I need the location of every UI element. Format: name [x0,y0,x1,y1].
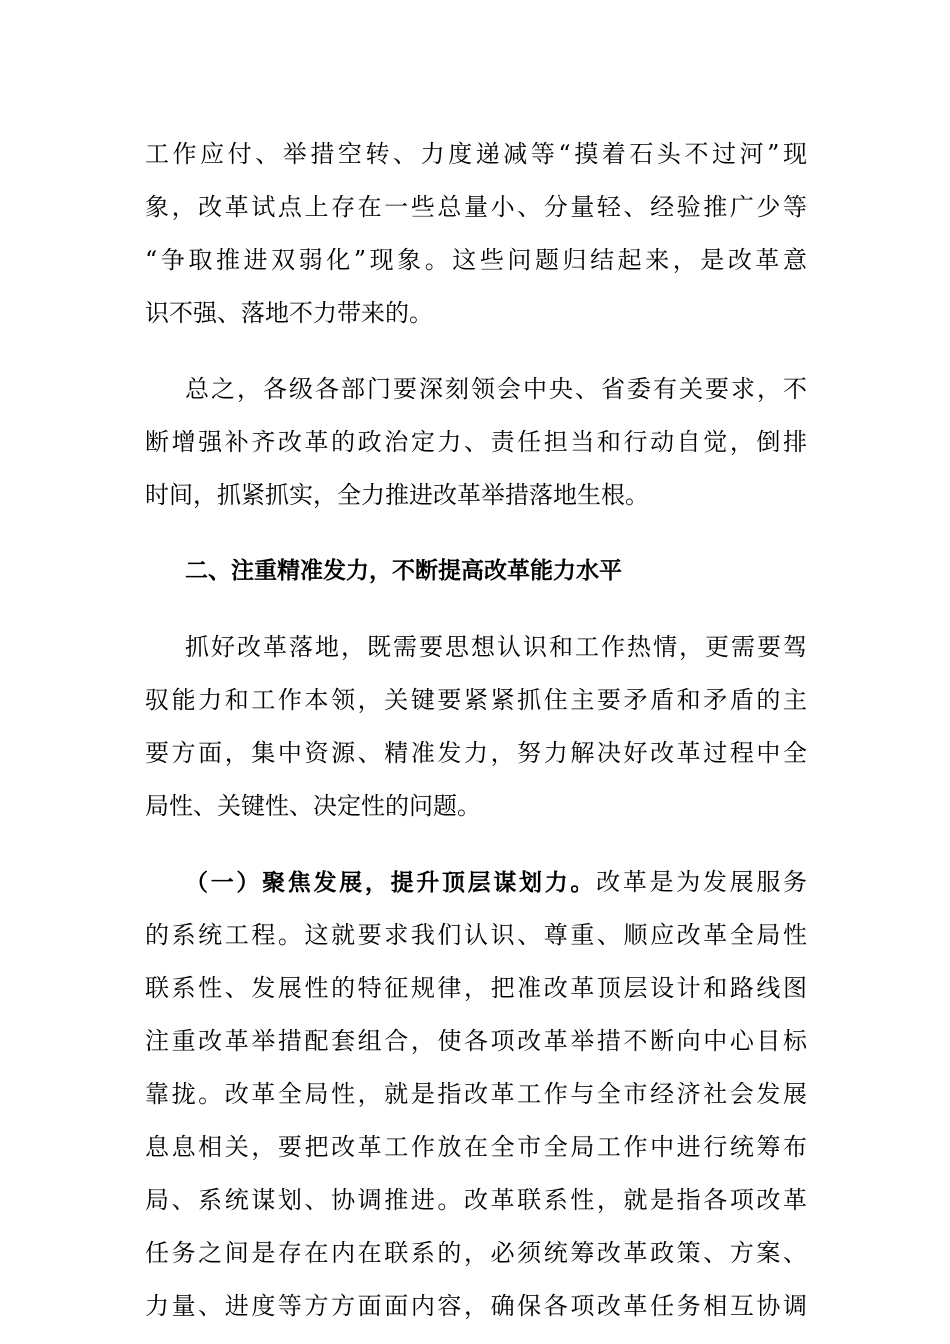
paragraph3-line: 局性、关键性、决定性的问题。 [145,792,481,820]
paragraph4-line: 力量、进度等方方面面内容，确保各项改革任务相互协调 [145,1292,807,1320]
paragraph3-line: 要方面，集中资源、精准发力，努力解决好改革过程中全 [145,739,807,767]
paragraph4-line: 注重改革举措配套组合，使各项改革举措不断向中心目标 [145,1027,807,1055]
paragraph2-line: 断增强补齐改革的政治定力、责任担当和行动自觉，倒排 [145,428,807,456]
paragraph3-line: 抓好改革落地，既需要思想认识和工作热情，更需要驾 [185,633,807,661]
paragraph2-line: 总之，各级各部门要深刻领会中央、省委有关要求，不 [185,375,807,403]
paragraph1-line: 工作应付、举措空转、力度递减等“摸着石头不过河”现 [145,140,807,168]
paragraph1-line: “争取推进双弱化”现象。这些问题归结起来，是改革意 [145,246,807,274]
paragraph1-line: 象，改革试点上存在一些总量小、分量轻、经验推广少等 [145,193,807,221]
paragraph4-line: 息息相关，要把改革工作放在全市全局工作中进行统筹布 [145,1133,807,1161]
paragraph4-line: 局、系统谋划、协调推进。改革联系性，就是指各项改革 [145,1186,807,1214]
section-heading: 二、注重精准发力，不断提高改革能力水平 [185,558,622,584]
paragraph4-line: 靠拢。改革全局性，就是指改革工作与全市经济社会发展 [145,1080,807,1108]
paragraph4-first-line [145,856,807,909]
paragraph4-line: 任务之间是存在内在联系的，必须统筹改革政策、方案、 [145,1239,807,1267]
document-page [145,128,807,1333]
paragraph3-line: 驭能力和工作本领，关键要紧紧抓住主要矛盾和矛盾的主 [145,686,807,714]
paragraph4-bold-lead: （一）聚焦发展，提升顶层谋划力。 [185,870,597,896]
paragraph4-first-rest: 改革是为发展服务 [596,868,807,896]
paragraph4-line: 的系统工程。这就要求我们认识、尊重、顺应改革全局性 [145,921,807,949]
paragraph1-line: 识不强、落地不力带来的。 [145,299,433,327]
paragraph2-line: 时间，抓紧抓实，全力推进改革举措落地生根。 [145,481,649,509]
paragraph4-line: 联系性、发展性的特征规律，把准改革顶层设计和路线图 [145,974,807,1002]
